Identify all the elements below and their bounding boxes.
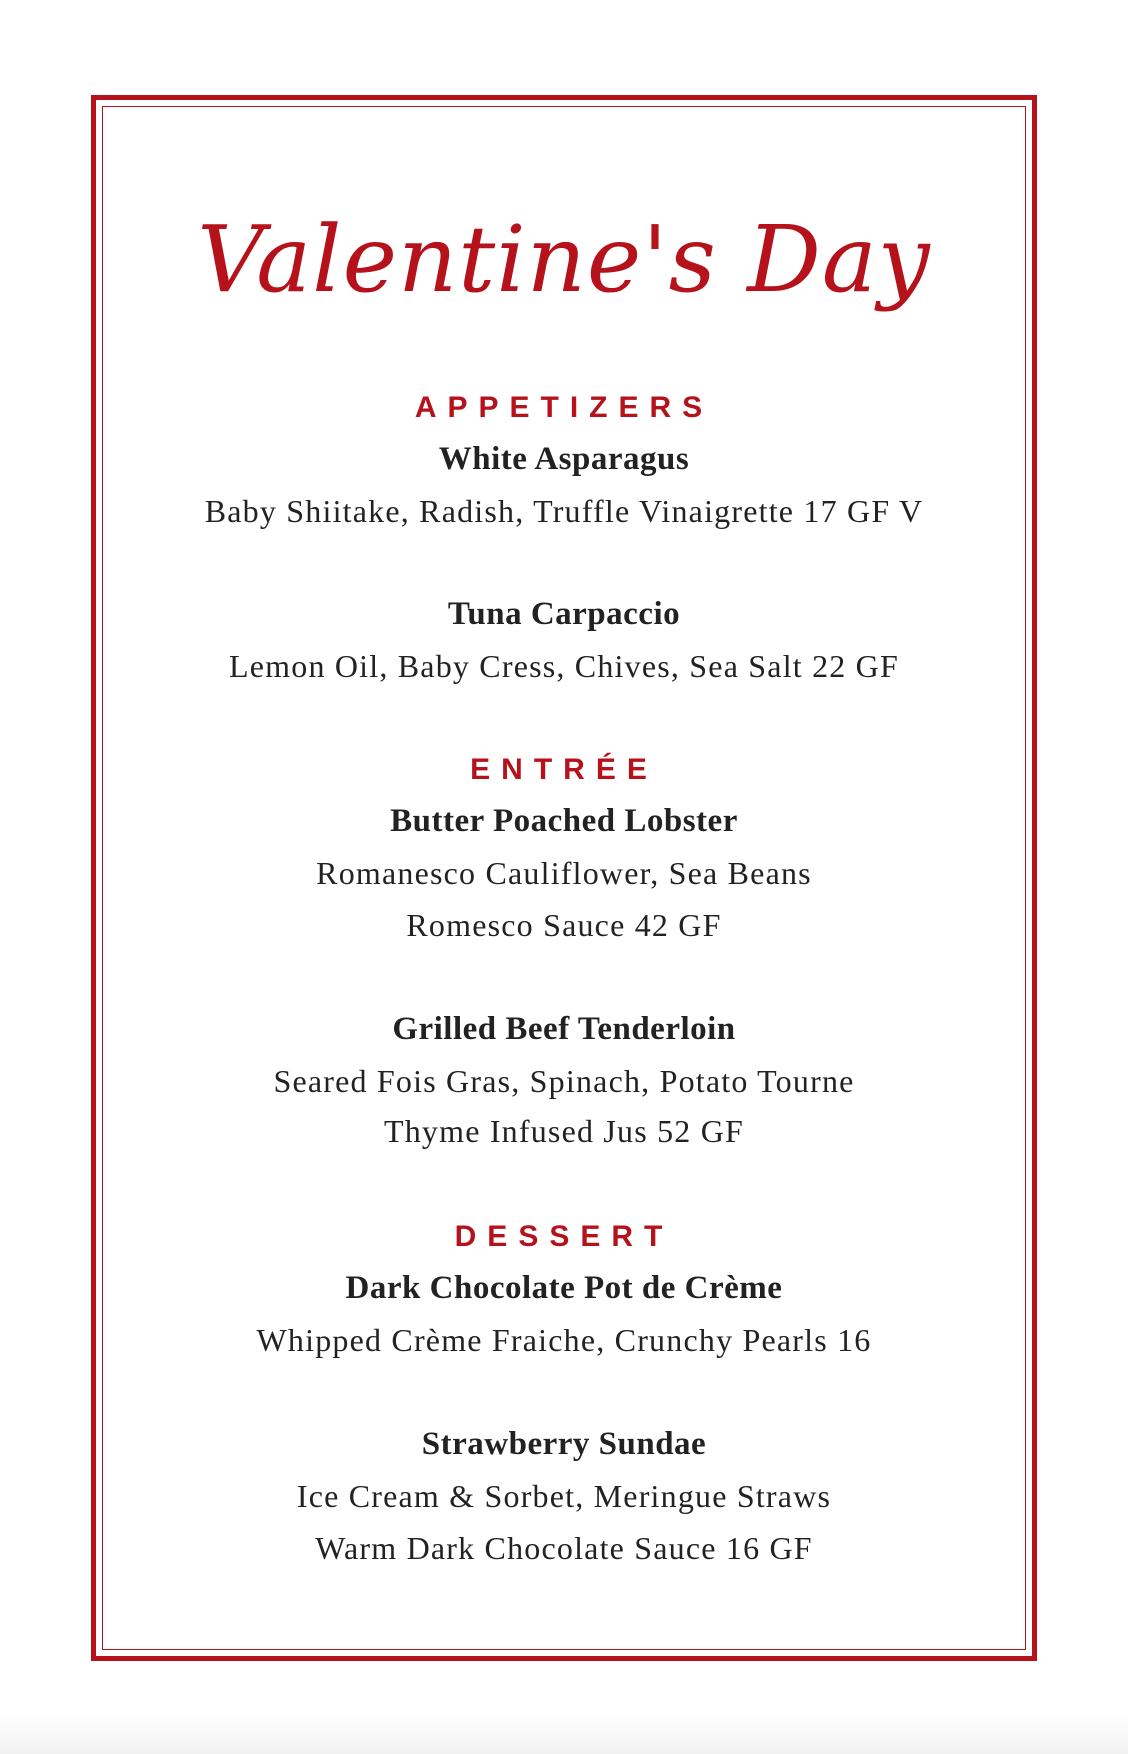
menu-item-name-dark-chocolate-pot-de-creme: Dark Chocolate Pot de Crème (345, 1270, 783, 1306)
menu-item-description-line2-strawberry-sundae: Warm Dark Chocolate Sauce 16 GF (315, 1530, 813, 1566)
menu-item-name-strawberry-sundae: Strawberry Sundae (421, 1426, 707, 1462)
menu-item-description-tuna-carpaccio: Lemon Oil, Baby Cress, Chives, Sea Salt 22 GF (229, 648, 899, 684)
menu-item-description-line1-grilled-beef-tenderloin: Seared Fois Gras, Spinach, Potato Tourne (273, 1063, 855, 1099)
menu-item-description-white-asparagus: Baby Shiitake, Radish, Truffle Vinaigrette 17 GF V (204, 493, 924, 529)
section-header-entree: ENTRÉE (470, 753, 658, 786)
menu-item-name-grilled-beef-tenderloin: Grilled Beef Tenderloin (392, 1011, 736, 1047)
menu-item-name-white-asparagus: White Asparagus (438, 441, 690, 477)
menu-item-name-tuna-carpaccio: Tuna Carpaccio (447, 596, 681, 632)
menu-item-description-line1-strawberry-sundae: Ice Cream & Sorbet, Meringue Straws (296, 1478, 832, 1514)
menu-item-description-line2-butter-poached-lobster: Romesco Sauce 42 GF (406, 907, 722, 943)
menu-title: Valentine's Day (197, 206, 931, 313)
page-bottom-shadow (0, 1714, 1128, 1754)
menu-item-description-line1-butter-poached-lobster: Romanesco Cauliflower, Sea Beans (316, 855, 812, 891)
menu-item-name-butter-poached-lobster: Butter Poached Lobster (390, 803, 738, 839)
section-header-dessert: DESSERT (454, 1220, 674, 1253)
menu-item-description-line2-grilled-beef-tenderloin: Thyme Infused Jus 52 GF (383, 1113, 745, 1149)
section-header-appetizers: APPETIZERS (414, 391, 714, 424)
menu-item-description-dark-chocolate-pot-de-creme: Whipped Crème Fraiche, Crunchy Pearls 16 (256, 1322, 872, 1358)
